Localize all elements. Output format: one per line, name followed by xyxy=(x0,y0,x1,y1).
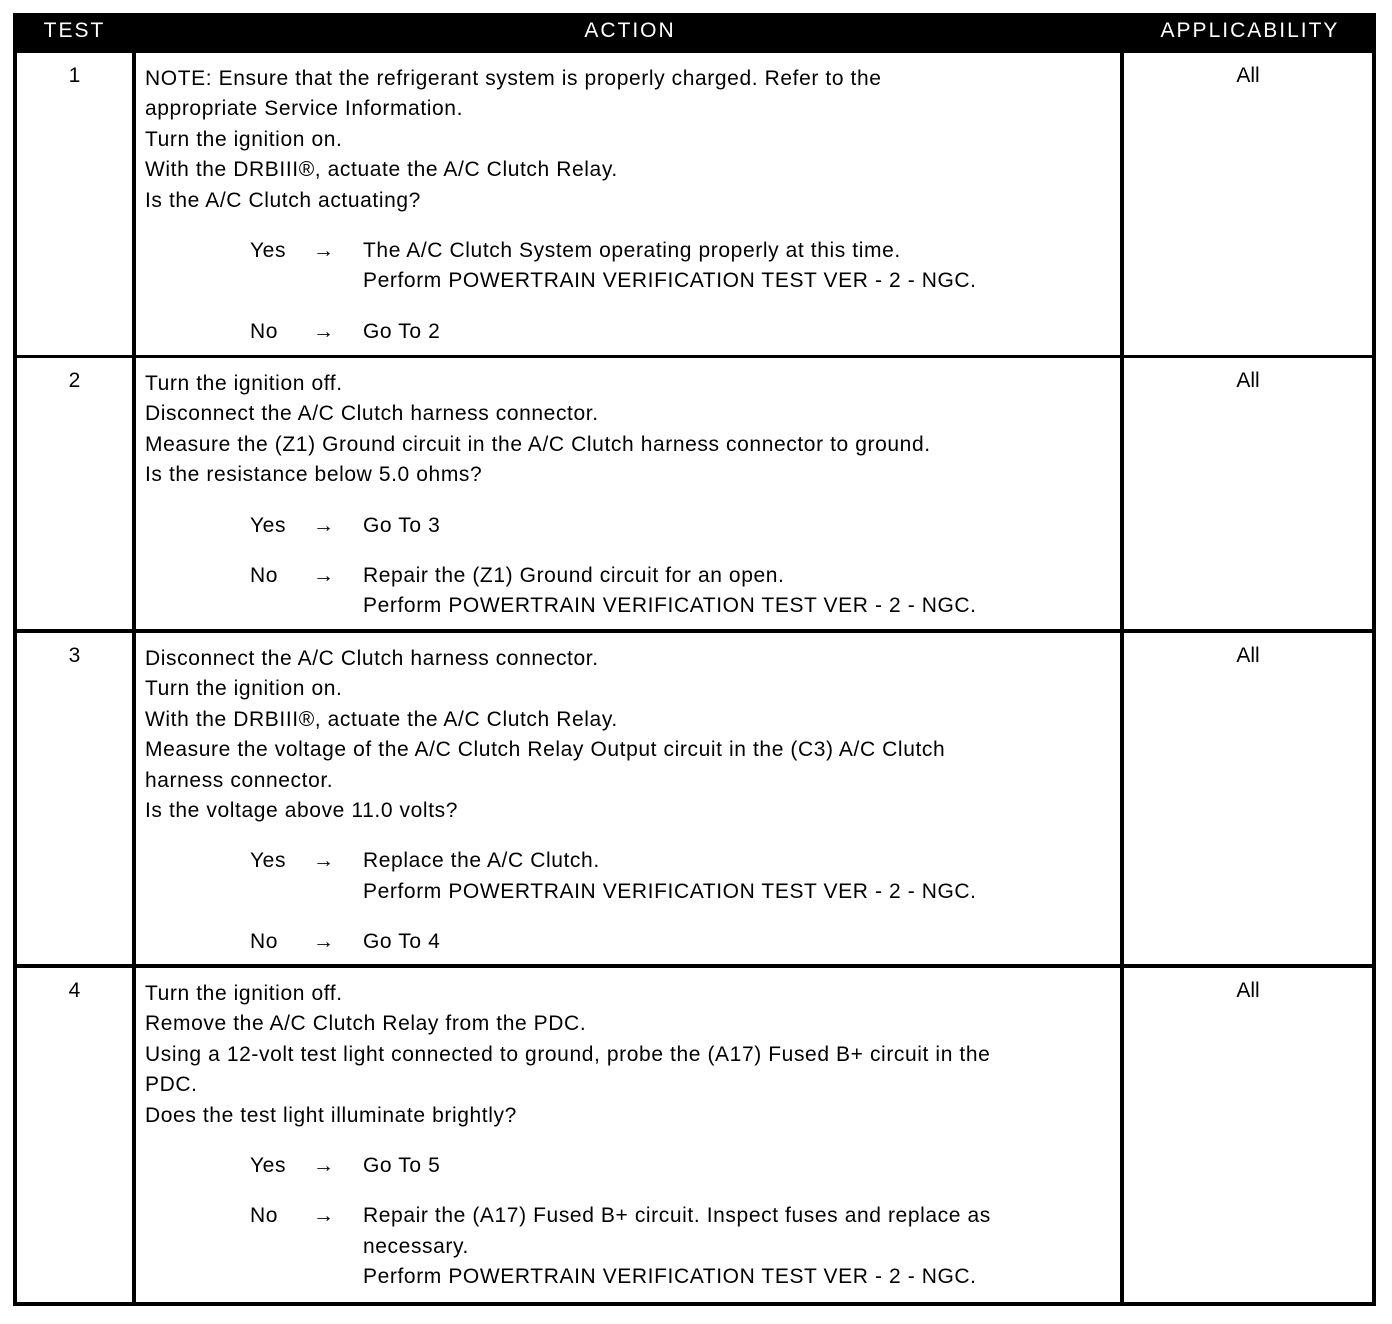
arrow-icon: → xyxy=(313,564,335,588)
action-text xyxy=(145,369,1114,622)
applicability-cell xyxy=(1124,53,1372,355)
test-row-2 xyxy=(17,358,1372,629)
arrow-icon: → xyxy=(313,849,335,873)
outcome-yes xyxy=(145,846,1114,907)
action-line: Turn the ignition off. xyxy=(145,982,343,1005)
test-row-3 xyxy=(17,633,1372,964)
action-line: With the DRBIII®, actuate the A/C Clutch Relay. xyxy=(145,158,618,182)
action-text xyxy=(145,64,1114,347)
action-line: With the DRBIII®, actuate the A/C Clutch Relay. xyxy=(145,707,618,731)
action-line: Turn the ignition on. xyxy=(145,127,343,151)
test-cell xyxy=(17,633,132,964)
applicability-text: All xyxy=(1236,979,1260,1002)
answer-label: No xyxy=(250,564,279,588)
arrow-icon: → xyxy=(313,1154,335,1178)
applicability-text: All xyxy=(1236,64,1260,87)
action-text xyxy=(145,979,1114,1293)
action-line: Disconnect the A/C Clutch harness connector. xyxy=(145,647,599,670)
diagnostic-table xyxy=(13,13,1376,1306)
outcome-result xyxy=(363,846,1114,907)
outcome-no xyxy=(145,927,1114,957)
action-cell xyxy=(136,633,1120,964)
action-cell xyxy=(136,968,1120,1302)
outcome-yes xyxy=(145,511,1114,541)
result-line: Perform POWERTRAIN VERIFICATION TEST VER - 2 - NGC. xyxy=(363,879,977,903)
action-line: Is the A/C Clutch actuating? xyxy=(145,188,421,212)
action-cell xyxy=(136,358,1120,629)
action-line: Measure the (Z1) Ground circuit in the A/C Clutch harness connector to ground. xyxy=(145,432,931,456)
header-action: ACTION xyxy=(584,19,676,42)
action-line: Turn the ignition off. xyxy=(145,372,343,395)
outcome-yes xyxy=(145,236,1114,297)
action-cell xyxy=(136,53,1120,355)
result-line: Go To 2 xyxy=(363,319,441,343)
outcome-result xyxy=(363,1201,1114,1292)
action-line: NOTE: Ensure that the refrigerant system is properly charged. Refer to the xyxy=(145,67,882,90)
outcome-no xyxy=(145,561,1114,622)
arrow-icon: → xyxy=(313,930,335,954)
test-row-1 xyxy=(17,53,1372,355)
arrow-icon: → xyxy=(313,513,335,537)
outcome-result xyxy=(363,561,1114,622)
result-line: The A/C Clutch System operating properly at this time. xyxy=(363,239,901,263)
action-line: Disconnect the A/C Clutch harness connector. xyxy=(145,402,599,426)
result-line: Go To 5 xyxy=(363,1154,441,1178)
arrow-icon: → xyxy=(313,239,335,263)
result-line: Repair the (A17) Fused B+ circuit. Inspect fuses and replace as xyxy=(363,1204,991,1228)
outcome-result xyxy=(363,317,1114,347)
action-line: Remove the A/C Clutch Relay from the PDC. xyxy=(145,1012,587,1036)
outcome-yes xyxy=(145,1151,1114,1181)
result-line: Go To 3 xyxy=(363,513,441,537)
answer-label: No xyxy=(250,319,279,343)
outcome-no xyxy=(145,317,1114,347)
outcome-no xyxy=(145,1201,1114,1292)
header-test: TEST xyxy=(43,19,106,42)
answer-label: No xyxy=(250,930,279,954)
arrow-icon: → xyxy=(313,1204,335,1228)
table-header xyxy=(13,13,1376,53)
header-applicability: APPLICABILITY xyxy=(1160,19,1340,42)
action-line: Measure the voltage of the A/C Clutch Relay Output circuit in the (C3) A/C Clutch xyxy=(145,738,946,762)
test-number: 4 xyxy=(68,979,81,1002)
answer-label: Yes xyxy=(250,513,287,537)
test-cell xyxy=(17,358,132,629)
outcome-result xyxy=(363,236,1114,297)
test-number: 1 xyxy=(68,64,81,87)
result-line: Repair the (Z1) Ground circuit for an open. xyxy=(363,564,785,588)
answer-label: Yes xyxy=(250,1154,287,1178)
result-line: Perform POWERTRAIN VERIFICATION TEST VER - 2 - NGC. xyxy=(363,1265,977,1289)
action-line: PDC. xyxy=(145,1073,198,1097)
applicability-text: All xyxy=(1236,369,1260,392)
action-line: Turn the ignition on. xyxy=(145,677,343,701)
result-line: Perform POWERTRAIN VERIFICATION TEST VER - 2 - NGC. xyxy=(363,594,977,618)
action-line: appropriate Service Information. xyxy=(145,97,464,121)
test-number: 3 xyxy=(68,644,81,667)
applicability-cell xyxy=(1124,633,1372,964)
test-cell xyxy=(17,53,132,355)
test-row-4 xyxy=(17,968,1372,1302)
result-line: necessary. xyxy=(363,1234,469,1258)
outcome-result xyxy=(363,927,1114,957)
outcome-result xyxy=(363,511,1114,541)
action-line: Is the voltage above 11.0 volts? xyxy=(145,799,459,823)
result-line: Go To 4 xyxy=(363,930,441,954)
action-text xyxy=(145,644,1114,958)
answer-label: Yes xyxy=(250,239,287,263)
result-line: Replace the A/C Clutch. xyxy=(363,849,600,873)
action-line: harness connector. xyxy=(145,768,334,792)
result-line: Perform POWERTRAIN VERIFICATION TEST VER - 2 - NGC. xyxy=(363,269,977,293)
arrow-icon: → xyxy=(313,319,335,343)
applicability-cell xyxy=(1124,968,1372,1302)
applicability-text: All xyxy=(1236,644,1260,667)
answer-label: No xyxy=(250,1204,279,1228)
test-cell xyxy=(17,968,132,1302)
answer-label: Yes xyxy=(250,849,287,873)
outcome-result xyxy=(363,1151,1114,1181)
action-line: Does the test light illuminate brightly? xyxy=(145,1103,517,1127)
action-line: Using a 12-volt test light connected to ground, probe the (A17) Fused B+ circuit in the xyxy=(145,1042,991,1066)
applicability-cell xyxy=(1124,358,1372,629)
test-number: 2 xyxy=(68,369,81,392)
action-line: Is the resistance below 5.0 ohms? xyxy=(145,463,483,487)
